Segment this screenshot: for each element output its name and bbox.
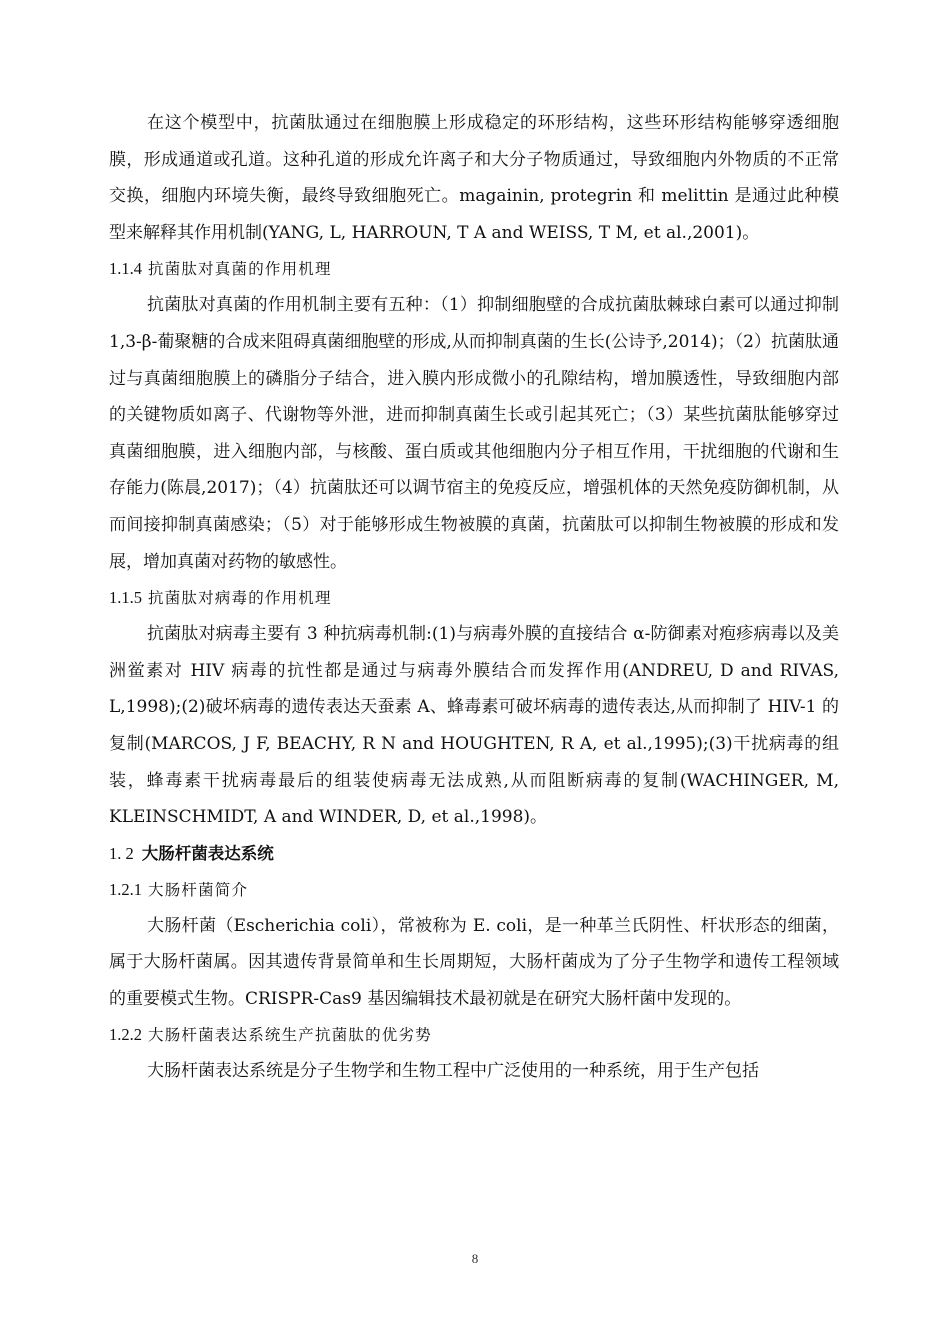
paragraph-pore-model: 在这个模型中，抗菌肽通过在细胞膜上形成稳定的环形结构，这些环形结构能够穿透细胞膜，形成通道或孔道。这种孔道的形成允许离子和大分子物质通过，导致细胞内外物质的不正常交换，细胞内环境失衡，最终导致细胞死亡。magainin, protegrin 和 melittin 是通过此种模型来解释其作用机制(YANG, L, HARROUN, T A and WEISS, T M, et al.,2001)。 xyxy=(109,113,839,243)
paragraph-virus-mechanism: 抗菌肽对病毒主要有 3 种抗病毒机制:(1)与病毒外膜的直接结合 α-防御素对疱疹病毒以及美洲鲎素对 HIV 病毒的抗性都是通过与病毒外膜结合而发挥作用(ANDREU, D and RIVAS, L,1998);(2)破坏病毒的遗传表达天蚕素 A、蜂毒素可破坏病毒的遗传表达,从而抑制了 HIV-1 的复制(MARCOS, J F, BEACHY, R N and HOUGHTEN, R A, et al.,1995);(3)干扰病毒的组装，蜂毒素干扰病毒最后的组装使病毒无法成熟,从而阻断病毒的复制(WACHINGER, M, KLEINSCHMIDT, A and WINDER, D, et al.,1998)。 xyxy=(109,624,839,828)
heading-1-2-2 xyxy=(109,1017,839,1053)
heading-1-1-4 xyxy=(109,251,839,287)
heading-1-2-1 xyxy=(109,872,839,908)
heading-title: 大肠杆菌表达系统生产抗菌肽的优劣势 xyxy=(148,1026,432,1045)
paragraph-fungi-mechanism: 抗菌肽对真菌的作用机制主要有五种：（1）抑制细胞壁的合成抗菌肽棘球白素可以通过抑制 1,3-β-葡聚糖的合成来阻碍真菌细胞壁的形成,从而抑制真菌的生长(公诗予,2014)；（2）抗菌肽通过与真菌细胞膜上的磷脂分子结合，进入膜内形成微小的孔隙结构，增加膜透性，导致细胞内部的关键物质如离子、代谢物等外泄，进而抑制真菌生长或引起其死亡；（3）某些抗菌肽能够穿过真菌细胞膜，进入细胞内部，与核酸、蛋白质或其他细胞内分子相互作用，干扰细胞的代谢和生存能力(陈晨,2017)；（4）抗菌肽还可以调节宿主的免疫反应，增强机体的天然免疫防御机制，从而间接抑制真菌感染；（5）对于能够形成生物被膜的真菌，抗菌肽可以抑制生物被膜的形成和发展，增加真菌对药物的敏感性。 xyxy=(109,295,840,572)
heading-title: 大肠杆菌简介 xyxy=(148,880,249,899)
heading-number: 1. 2 xyxy=(109,843,134,863)
heading-1-1-5 xyxy=(109,580,839,616)
heading-number: 1.1.5 xyxy=(109,588,142,608)
heading-number: 1.1.4 xyxy=(109,259,142,279)
heading-1-2 xyxy=(109,836,839,872)
heading-title: 抗菌肽对病毒的作用机理 xyxy=(148,589,332,608)
heading-title: 大肠杆菌表达系统 xyxy=(141,843,274,863)
paragraph-ecoli-intro: 大肠杆菌（Escherichia coli），常被称为 E. coli，是一种革兰氏阴性、杆状形态的细菌，属于大肠杆菌属。因其遗传背景简单和生长周期短，大肠杆菌成为了分子生物学和遗传工程领域的重要模式生物。CRISPR-Cas9 基因编辑技术最初就是在研究大肠杆菌中发现的。 xyxy=(109,915,839,1009)
heading-number: 1.2.2 xyxy=(109,1025,142,1045)
heading-number: 1.2.1 xyxy=(109,879,142,899)
page-number: 8 xyxy=(471,1251,479,1266)
paragraph-ecoli-expression: 大肠杆菌表达系统是分子生物学和生物工程中广泛使用的一种系统，用于生产包括 xyxy=(147,1061,759,1082)
heading-title: 抗菌肽对真菌的作用机理 xyxy=(148,260,332,279)
page-body xyxy=(109,105,839,1090)
